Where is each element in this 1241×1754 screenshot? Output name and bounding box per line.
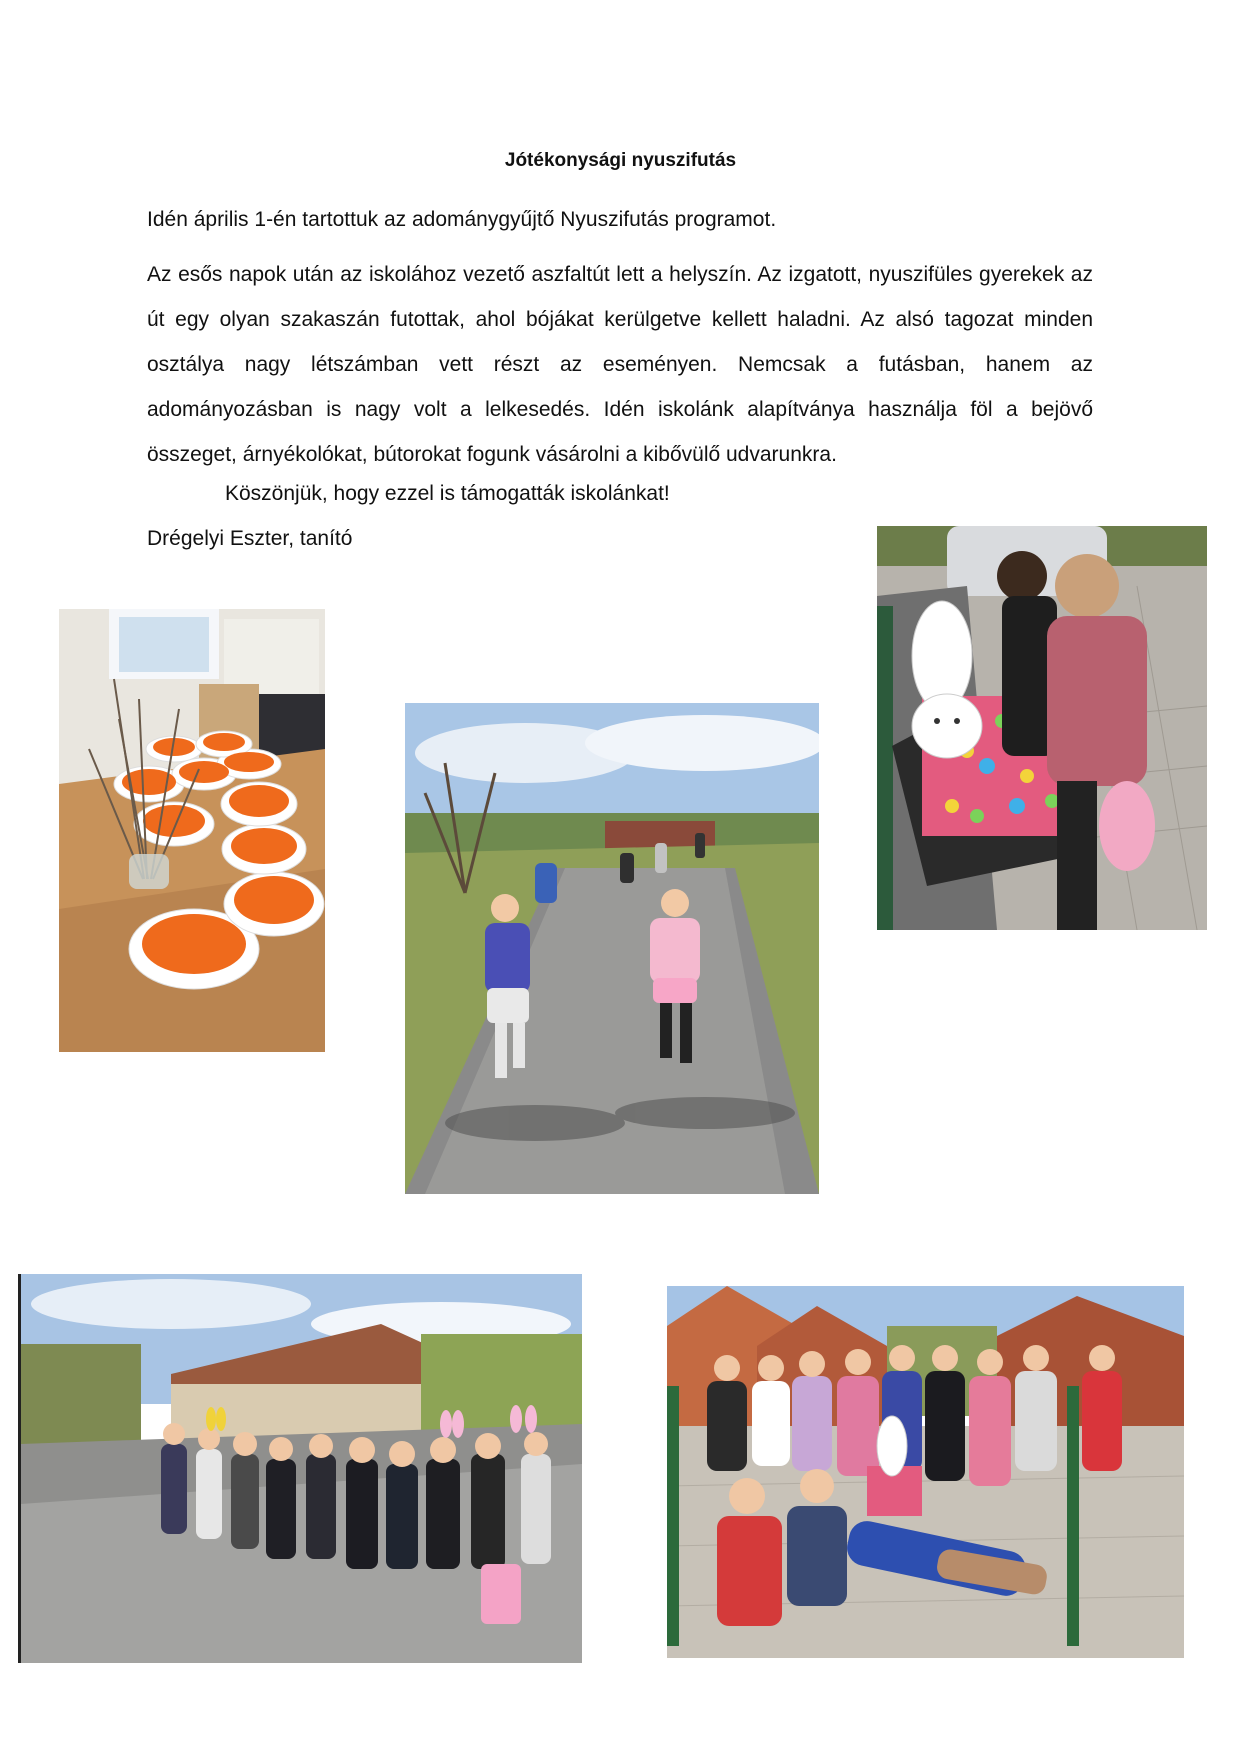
photo-carrots <box>59 609 325 1052</box>
signature: Drégelyi Eszter, tanító <box>147 527 353 550</box>
photo-group-posing <box>667 1286 1184 1658</box>
thanks-line: Köszönjük, hogy ezzel is támogatták iskolánkat! <box>225 482 670 505</box>
body-paragraph: Az esős napok után az iskolához vezető aszfaltút lett a helyszín. Az izgatott, nyuszifüles gyerekek az út egy olyan szakaszán futottak, ahol bójákat kerülgetve kellett haladni. Az alsó tagozat minden osztálya nagy létszámban vett részt az eseményen. Nemcsak a futásban, hanem az adományozásban is nagy volt a lelkesedés. Idén iskolánk alapítványa használja föl a bejövő összeget, árnyékolókat, bútorokat fogunk vásárolni a kibővülő udvarunkra. <box>147 263 1093 466</box>
intro-paragraph: Idén április 1-én tartottuk az adománygyűjtő Nyuszifutás programot. <box>147 208 777 231</box>
photo-donation-box <box>877 526 1207 930</box>
page-title: Jótékonysági nyuszifutás <box>504 150 737 171</box>
photo-group-running <box>18 1274 582 1663</box>
photo-children-running <box>405 703 819 1194</box>
